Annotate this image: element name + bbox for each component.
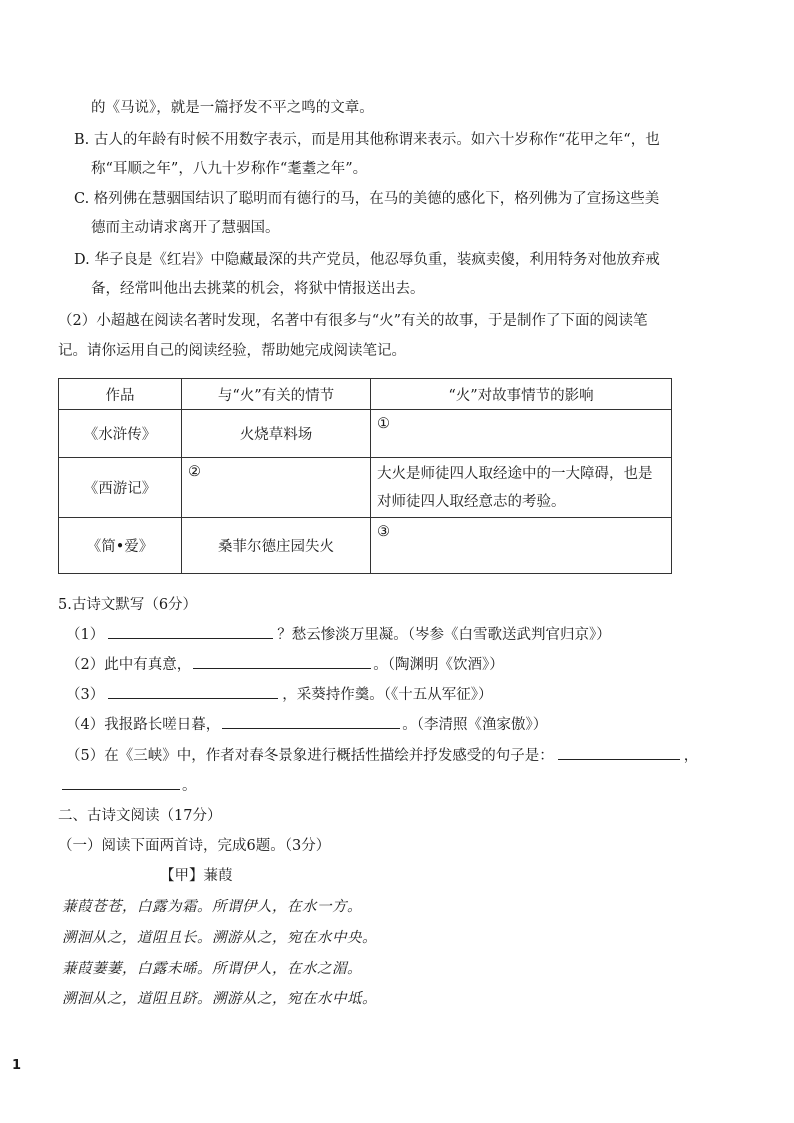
q5-item5-before: （5）在《三峡》中，作者对春冬景象进行概括性描绘并抒发感受的句子是： [66, 748, 554, 764]
q5-title: 5.古诗文默写（6分） [58, 597, 198, 613]
q5-item5-blank1[interactable] [558, 745, 680, 760]
row2-effect-line2: 对师徒四人取经意志的考验。 [377, 494, 566, 510]
option-b-line1: B. 古人的年龄有时候不用数字表示，而是用其他称谓来表示。如六十岁称作“花甲之年“，也 [74, 132, 660, 148]
header-effect: “火”对故事情节的影响 [371, 379, 672, 410]
q5-item3-blank[interactable] [108, 684, 278, 699]
row2-plot-marker: ② [188, 464, 201, 480]
poem-line-4: 溯洄从之，道阻且跻。溯游从之，宛在水中坻。 [62, 991, 377, 1007]
section2-title: 二、古诗文阅读（17分） [58, 808, 222, 824]
option-d-line1: D. 华子良是《红岩》中隐藏最深的共产党员，他忍辱负重，装疯卖傻，利用特务对他放弃戒 [74, 252, 660, 268]
header-work: 作品 [59, 379, 182, 410]
q5-item1-blank[interactable] [108, 624, 273, 639]
q5-item2-blank[interactable] [193, 654, 371, 669]
table-row [59, 458, 672, 518]
q5-item5-cont [62, 775, 197, 796]
q5-item5-after2: 。 [182, 778, 197, 794]
q5-item4-before: （4）我报路长嗟日暮， [66, 717, 221, 733]
row1-plot: 火烧草料场 [182, 410, 371, 458]
table-header-row [59, 379, 672, 410]
q5-item3-after: ，采葵持作羹。（《十五从军征》） [282, 687, 493, 703]
table-row [59, 518, 672, 574]
q5-item3-num: （3） [66, 687, 105, 703]
row2-plot[interactable] [182, 458, 371, 518]
q5-item2-after: 。（陶渊明《饮酒》） [373, 657, 504, 673]
row3-plot: 桑菲尔德庄园失火 [182, 518, 371, 574]
q2-line2: 记。请你运用自己的阅读经验，帮助她完成阅读笔记。 [58, 343, 406, 359]
row2-work: 《西游记》 [59, 458, 182, 518]
row3-effect-marker: ③ [377, 524, 390, 540]
poem-line-1: 蒹葭苍苍，白露为霜。所谓伊人，在水一方。 [62, 899, 362, 915]
section2-sub: （一）阅读下面两首诗，完成6题。（3分） [58, 838, 331, 854]
row2-effect-line1: 大火是师徒四人取经途中的一大障碍，也是 [377, 466, 653, 482]
q5-item1-num: （1） [66, 627, 105, 643]
option-c-line1: C. 格列佛在慧骃国结识了聪明而有德行的马，在马的美德的感化下，格列佛为了宣扬这些美 [74, 191, 660, 207]
option-c-line2: 德而主动请求离开了慧骃国。 [91, 220, 280, 236]
q5-item4 [66, 714, 547, 735]
option-b-line2: 称“耳顺之年”，八九十岁称作“耄耋之年”。 [91, 161, 368, 177]
poem-line-3: 蒹葭萋萋，白露未晞。所谓伊人，在水之湄。 [62, 961, 362, 977]
q2-line1: （2）小超越在阅读名著时发现，名著中有很多与“火”有关的故事，于是制作了下面的阅读笔 [58, 313, 648, 329]
q5-item2-before: （2）此中有真意， [66, 657, 192, 673]
page-number: 1 [12, 1058, 22, 1073]
option-a-tail: 的《马说》，就是一篇抒发不平之鸣的文章。 [91, 100, 374, 116]
q5-item5-after: ， [683, 748, 699, 764]
q5-item1 [66, 624, 611, 645]
q5-item3 [66, 684, 492, 705]
q5-item4-blank[interactable] [222, 714, 400, 729]
q5-item4-after: 。（李清照《渔家傲》） [402, 717, 548, 733]
reading-notes-table [58, 378, 672, 574]
row3-effect[interactable] [371, 518, 672, 574]
q5-item5-blank2[interactable] [62, 775, 180, 790]
option-d-line2: 备，经常叫他出去挑菜的机会，将狱中情报送出去。 [91, 281, 425, 297]
header-plot: 与“火”有关的情节 [182, 379, 371, 410]
poem-line-2: 溯洄从之，道阻且长。溯游从之，宛在水中央。 [62, 930, 377, 946]
row2-effect [371, 458, 672, 518]
row1-effect[interactable] [371, 410, 672, 458]
row1-work: 《水浒传》 [59, 410, 182, 458]
q5-item5 [66, 745, 698, 766]
row1-effect-marker: ① [377, 416, 390, 432]
q5-item1-after: ？愁云惨淡万里凝。（岑参《白雪歌送武判官归京》） [277, 627, 611, 643]
table-row [59, 410, 672, 458]
q5-item2 [66, 654, 504, 675]
poem-title: 【甲】蒹葭 [160, 868, 233, 884]
row3-work: 《简•爱》 [59, 518, 182, 574]
